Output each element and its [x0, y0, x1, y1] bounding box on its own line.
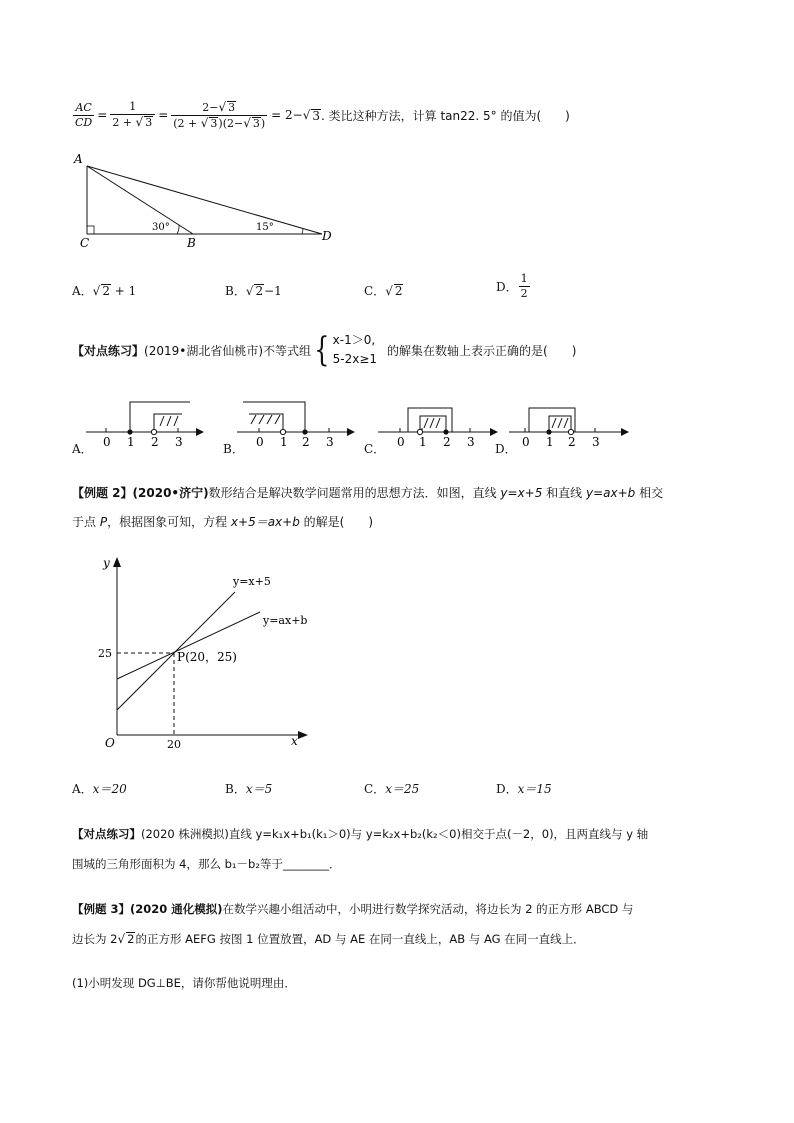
example-2-line2: 于点 P，根据图象可知，方程 x+5＝ax+b 的解是( ) — [72, 515, 374, 529]
practice-2-line2: 围城的三角形面积为 4，那么 b₁－b₂等于________． — [72, 857, 341, 871]
equals-sign: = — [97, 108, 108, 122]
y-axis-label: y — [103, 556, 110, 570]
svg-text:1: 1 — [419, 435, 427, 448]
svg-text:3: 3 — [175, 435, 183, 448]
svg-text:2: 2 — [443, 435, 451, 448]
fraction-one-over: $\frac{1}{2 + √ 3}$ — [110, 100, 155, 130]
linear-functions-graph — [95, 555, 325, 755]
option-d-x15[interactable]: D．x＝15 — [496, 782, 552, 796]
svg-text:2: 2 — [151, 435, 159, 448]
number-line-c — [378, 398, 500, 448]
brace: { — [314, 330, 330, 370]
line1-label: y=x+5 — [233, 575, 271, 588]
svg-text:2: 2 — [302, 435, 310, 448]
svg-text:0: 0 — [256, 435, 264, 448]
option-a[interactable]: A．√ 2 + 1 — [72, 284, 137, 298]
option-b-x5[interactable]: B．x＝5 — [225, 782, 273, 796]
option-b[interactable]: B．√ 2−1 — [225, 284, 282, 298]
svg-text:1: 1 — [546, 435, 554, 448]
intersection-label: P(20，25) — [177, 650, 237, 664]
intro-formula: $\frac{AC}{CD}$ = $\frac{1}{2 + √ 3}$ = $\frac{2-√ 3}{(2 + √ 3)(2-√ 3)}$ = 2− √ 3 . 类比这种方法，计算 tan22. 5° 的值为( ) — [75, 99, 570, 130]
question-text: . 类比这种方法，计算 tan22. 5° 的值为( ) — [321, 108, 570, 123]
vertex-d-label: D — [322, 229, 332, 243]
fraction-rationalized: $\frac{2-√ 3}{(2 + √ 3)(2-√ 3)}$ — [173, 99, 266, 130]
svg-text:1: 1 — [127, 435, 135, 448]
example-3-line1: 【例题 3】(2020 通化模拟)在数学兴趣小组活动中，小明进行数学探究活动，将边长为 2 的正方形 ABCD 与 — [72, 902, 634, 916]
option-a-x20[interactable]: A．x＝20 — [72, 782, 127, 796]
y-tick-25: 25 — [98, 647, 112, 660]
result-value: = 2− — [271, 108, 303, 122]
example-2-line1: 【例题 2】(2020•济宁)数形结合是解决数学问题常用的思想方法．如图，直线 y=x+5 和直线 y=ax+b 相交 — [72, 486, 664, 500]
svg-text:3: 3 — [326, 435, 334, 448]
number-line-b — [237, 398, 357, 448]
option-d[interactable]: D． $\frac{1}{2}$ — [496, 272, 528, 300]
svg-text:1: 1 — [280, 435, 288, 448]
angle-d-label: 15° — [256, 222, 274, 233]
practice-tag: 【对点练习】 — [72, 343, 145, 358]
example-3-line2: 边长为 2√ 2的正方形 AEFG 按图 1 位置放置，AD 与 AE 在同一直线上，AB 与 AG 在同一直线上． — [72, 932, 585, 946]
inequality-system: x-1＞0, 5-2x≥1 — [332, 333, 378, 366]
svg-text:0: 0 — [522, 435, 530, 448]
vertex-c-label: C — [80, 236, 90, 248]
svg-text:0: 0 — [103, 435, 111, 448]
practice-2-line1: 【对点练习】(2020 株洲模拟)直线 y=k₁x+b₁(k₁＞0)与 y=k₂x+b₂(k₂＜0)相交于点(－2，0)，且两直线与 y 轴 — [72, 827, 649, 841]
angle-b-label: 30° — [152, 222, 170, 233]
fraction-ac-cd: $\frac{AC}{CD}$ — [75, 100, 93, 129]
svg-text:0: 0 — [397, 435, 405, 448]
svg-text:2: 2 — [568, 435, 576, 448]
x-tick-20: 20 — [167, 738, 181, 751]
svg-text:3: 3 — [467, 435, 475, 448]
triangle-figure — [70, 148, 340, 248]
vertex-a-label: A — [74, 152, 83, 166]
x-axis-label: x — [291, 734, 298, 748]
number-line-d — [509, 398, 631, 448]
option-c-x25[interactable]: C．x＝25 — [364, 782, 420, 796]
equals-sign: = — [158, 108, 169, 122]
origin-label: O — [105, 736, 115, 750]
option-c[interactable]: C．√ 2 — [364, 284, 403, 298]
vertex-b-label: B — [187, 236, 196, 248]
line2-label: y=ax+b — [263, 614, 308, 627]
svg-text:3: 3 — [592, 435, 600, 448]
example-3-subquestion-1: (1)小明发现 DG⊥BE，请你帮他说明理由． — [72, 976, 296, 990]
practice-1-question: 【对点练习】 (2019•湖北省仙桃市)不等式组 { x-1＞0, 5-2x≥1 的解集在数轴上表示正确的是( ) — [72, 330, 577, 370]
number-line-a — [86, 398, 206, 448]
